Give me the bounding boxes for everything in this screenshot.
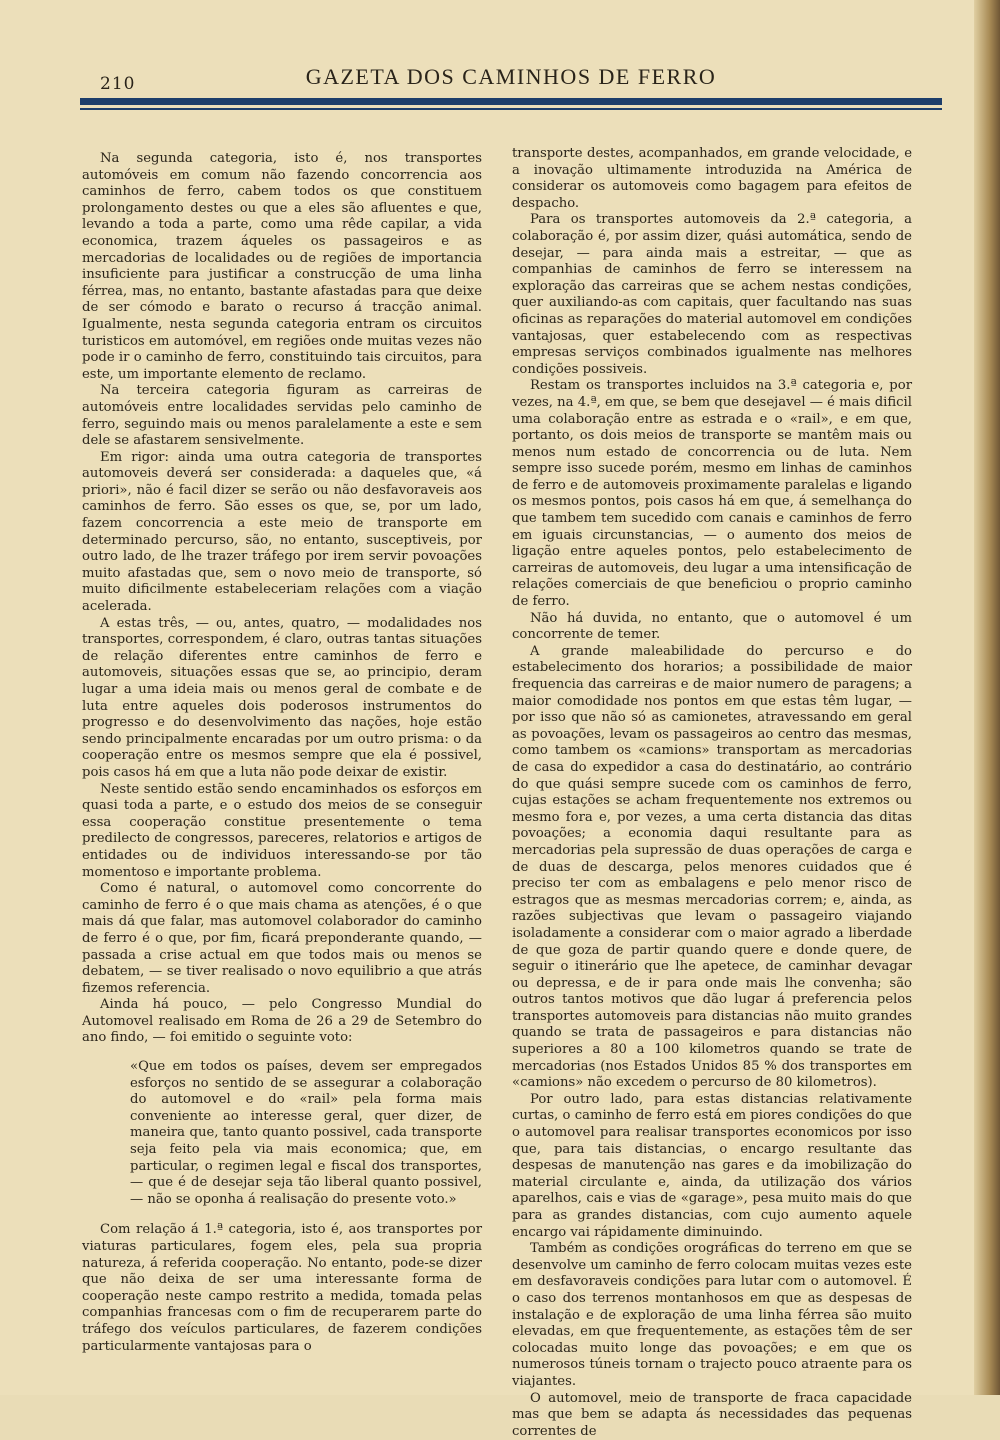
paragraph: A grande maleabilidade do percurso e do estabelecimento dos horarios; a possibilidade de maior frequencia das carreiras e de maior numero de paragens; a maior comodidade nos pontos em que estas têm lugar, — por isso que não só as camionetes, atravessando em geral as povoações, levam os passageiros ao centro das mesmas, como tambem os «camions» transportam as mercadorias de casa do expedidor a casa do destinatário, ao contrário do que quási sempre sucede com os caminhos de ferro, cujas estações se acham frequentemente nos extremos ou mesmo fora e, por vezes, a uma certa distancia das ditas povoações; a economia daqui resultante para as mercadorias pela supressão de duas operações de carga e de duas de descarga, pelos menores cuidados que é preciso ter com as embalagens e pelo menor risco de estragos que as mesmas mercadorias correm; e, ainda, as razões subjectivas que levam o passageiro viajando isoladamente a considerar com o maior agrado a liberdade de que goza de partir quando quere e donde quere, de seguir o itinerário que lhe apetece, de caminhar devagar ou depressa, e de ir para onde mais lhe convenha; são outros tantos motivos que dão lugar á preferencia pelos transportes automoveis para distancias não muito grandes quando se trata de passageiros e para distancias não superiores a 80 a 100 kilometros quando se trate de mercadorias (nos Estados Unidos 85 % dos transportes em «camions» não excedem o percurso de 80 kilometros).: [512, 643, 912, 1091]
paragraph: Para os transportes automoveis da 2.ª categoria, a colaboração é, por assim dizer, quási automática, sendo de desejar, — para ainda mais a estreitar, — que as companhias de caminhos de ferro se interessem na exploração das carreiras que se achem nestas condições, quer auxiliando-as com capitais, quer facultando nas suas oficinas as reparações do material automovel em condições vantajosas, quer estabelecendo com as respectivas empresas serviços combinados igualmente nas melhores condições possiveis.: [512, 212, 912, 377]
paragraph: A estas três, — ou, antes, quatro, — modalidades nos transportes, correspondem, é claro, outras tantas situações de relação diferentes entre caminhos de ferro e automoveis, situações essas que se, ao principio, deram lugar a uma ideia mais ou menos geral de combate e de luta entre aqueles dois poderosos instrumentos do progresso e do desenvolvimento das nações, hoje estão sendo principalmente encaradas por um outro prisma: o da cooperação entre os mesmos sempre que ela é possivel, pois casos há em que a luta não pode deixar de existir.: [82, 615, 482, 780]
block-quote: «Que em todos os países, devem ser empregados esforços no sentido de se assegurar a colaboração do automovel e do «rail» pela forma mais conveniente ao interesse geral, quer dizer, de maneira que, tanto quanto possivel, cada transporte seja feito pela via mais economica; que, em particular, o regimen legal e fiscal dos transportes, — que é de desejar seja tão liberal quanto possivel, — não se oponha á realisação do presente voto.»: [130, 1059, 482, 1207]
header-rule-thick: [80, 98, 942, 105]
page-binding-edge: [974, 0, 1000, 1395]
paragraph: Em rigor: ainda uma outra categoria de transportes automoveis deverá ser considerada: a daqueles que, «á priori», não é facil dizer se serão ou não desfavoraveis aos caminhos de ferro. São esses os que, se, por um lado, fazem concorrencia a este meio de transporte em determinado percurso, são, no entanto, susceptiveis, por outro lado, de lhe trazer tráfego por irem servir povoações muito afastadas que, sem o novo meio de transporte, só muito dificilmente estabeleceriam relações com a viação acelerada.: [82, 449, 482, 615]
paragraph: Por outro lado, para estas distancias relativamente curtas, o caminho de ferro está em piores condições do que o automovel para realisar transportes economicos por isso que, para tais distancias, o encargo resultante das despesas de manutenção nas gares e da imobilização do material circulante e, ainda, da utilização dos vários aparelhos, cais e vias de «garage», pesa muito mais do que para as grandes distancias, com cujo aumento aquele encargo vai rápidamente diminuindo.: [512, 1091, 912, 1240]
paragraph: Como é natural, o automovel como concorrente do caminho de ferro é o que mais chama as atenções, é o que mais dá que falar, mas automovel colaborador do caminho de ferro é o que, por fim, ficará preponderante quando, — passada a crise actual em que todos mais ou menos se debatem, — se tiver realisado o novo equilibrio a que atrás fizemos referencia.: [82, 881, 482, 996]
paragraph: Também as condições orográficas do terreno em que se desenvolve um caminho de ferro colocam muitas vezes este em desfavoraveis condições para lutar com o automovel. É o caso dos terrenos montanhosos em que as despesas de instalação e de exploração de uma linha férrea são muito elevadas, em que frequentemente, as estações têm de ser colocadas muito longe das povoações; e em que os numerosos túneis tornam o trajecto pouco atraente para os viajantes.: [512, 1241, 912, 1389]
paragraph: O automovel, meio de transporte de fraca capacidade mas que bem se adapta ás necessidades das pequenas correntes de: [512, 1390, 912, 1439]
paragraph: transporte destes, acompanhados, em grande velocidade, e a inovação ultimamente introduzida na América de considerar os automoveis como bagagem para efeitos de despacho.: [512, 146, 912, 211]
paragraph: Ainda há pouco, — pelo Congresso Mundial do Automovel realisado em Roma de 26 a 29 de Setembro do ano findo, — foi emitido o seguinte voto:: [82, 997, 482, 1046]
right-column: [512, 146, 912, 1440]
left-column: [82, 151, 482, 1355]
paragraph: Não há duvida, no entanto, que o automovel é um concorrente de temer.: [512, 610, 912, 643]
page-number: 210: [100, 74, 136, 94]
paragraph: Na segunda categoria, isto é, nos transportes automóveis em comum não fazendo concorrencia aos caminhos de ferro, cabem todos os que constituem prolongamento destes ou que a eles são afluentes e que, levando a toda a parte, como uma rêde capilar, a vida economica, trazem áqueles os passageiros e as mercadorias de localidades ou de regiões de importancia insuficiente para justificar a construcção de uma linha férrea, mas, no entanto, bastante afastadas para que deixe de ser cómodo e barato o recurso á tracção animal. Igualmente, nesta segunda categoria entram os circuitos turisticos em automóvel, em regiões onde muitas vezes não pode ir o caminho de ferro, constituindo tais circuitos, para este, um importante elemento de reclamo.: [82, 151, 482, 382]
paragraph: Neste sentido estão sendo encaminhados os esforços em quasi toda a parte, e o estudo dos meios de se conseguir essa cooperação constitue presentemente o tema predilecto de congressos, pareceres, relatorios e artigos de entidades ou de individuos interessando-se por tão momentoso e importante problema.: [82, 781, 482, 880]
page-header: [80, 58, 942, 98]
running-title: GAZETA DOS CAMINHOS DE FERRO: [305, 64, 717, 89]
paragraph: Na terceira categoria figuram as carreiras de automóveis entre localidades servidas pelo caminho de ferro, seguindo mais ou menos paralelamente a este e sem dele se afastarem sensivelmente.: [82, 383, 482, 449]
paragraph: Restam os transportes incluidos na 3.ª categoria e, por vezes, na 4.ª, em que, se bem que desejavel — é mais dificil uma colaboração entre as estrada e o «rail», e em que, portanto, os dois meios de transporte se mantêm mais ou menos num estado de concorrencia ou de luta. Nem sempre isso sucede porém, mesmo em linhas de caminhos de ferro e de automoveis proximamente paralelas e ligando os mesmos pontos, pois casos há em que, á semelhança do que tambem tem sucedido com canais e caminhos de ferro em iguais circunstancias, — o aumento dos meios de ligação entre aqueles pontos, pelo estabelecimento de carreiras de automoveis, deu lugar a uma intensificação de relações comerciais de que beneficiou o proprio caminho de ferro.: [512, 378, 912, 610]
header-rule-thin: [80, 108, 942, 110]
paragraph: Com relação á 1.ª categoria, isto é, aos transportes por viaturas particulares, fogem eles, pela sua propria natureza, á referida cooperação. No entanto, pode-se dizer que não deixa de ser uma interessante forma de cooperação neste campo restrito a medida, tomada pelas companhias francesas com o fim de recuperarem parte do tráfego dos veículos particulares, de fazerem condições particularmente vantajosas para o: [82, 1222, 482, 1354]
